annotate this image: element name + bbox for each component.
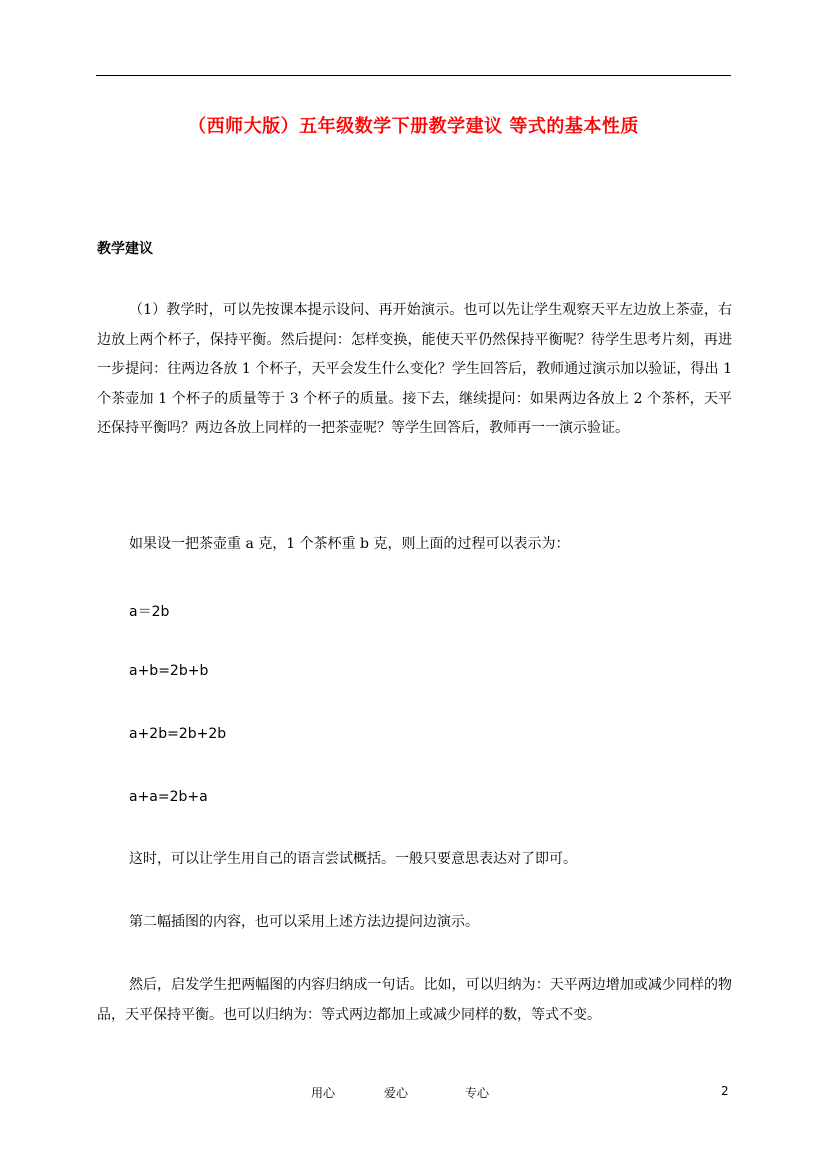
footer-motto-3: 专心: [465, 1086, 490, 1100]
equation-line: a+2b=2b+2b: [129, 726, 227, 742]
paragraph-conclusion: 然后，启发学生把两幅图的内容归纳成一句话。比如，可以归纳为：天平两边增加或减少同样的物品，天平保持平衡。也可以归纳为：等式两边都加上或减少同样的数，等式不变。: [97, 977, 732, 1023]
equation-line: a＝2b: [129, 604, 170, 620]
paragraph-teaching-step-1: （1）教学时，可以先按课本提示设问、再开始演示。也可以先让学生观察天平左边放上茶壶，右边放上两个杯子，保持平衡。然后提问：怎样变换，能使天平仍然保持平衡呢？待学生思考片刻，再进一步提问：往两边各放 1 个杯子，天平会发生什么变化？学生回答后，教师通过演示加以验证，得出 1 个茶壶加 1 个杯子的质量等于 3 个杯子的质量。接下去，继续提问：如果两边各放上 2 个茶杯，天平还保持平衡吗？两边各放上同样的一把茶壶呢？等学生回答后，教师再一一演示验证。: [97, 302, 732, 436]
footer-motto-1: 用心: [311, 1086, 336, 1100]
header-rule: [96, 75, 731, 76]
paragraph-variable-setup: 如果设一把茶壶重 a 克，1 个茶杯重 b 克，则上面的过程可以表示为：: [129, 536, 570, 552]
equation-line: a+b=2b+b: [129, 663, 209, 679]
page-number: 2: [721, 1084, 729, 1098]
document-title: （西师大版）五年级数学下册教学建议 等式的基本性质: [188, 116, 639, 137]
equation-line: a+a=2b+a: [129, 789, 208, 805]
paragraph-second-illustration: 第二幅插图的内容，也可以采用上述方法边提问边演示。: [129, 914, 479, 930]
paragraph-summary-attempt: 这时，可以让学生用自己的语言尝试概括。一般只要意思表达对了即可。: [129, 851, 577, 867]
footer-motto-2: 爱心: [384, 1086, 409, 1100]
section-heading: 教学建议: [97, 241, 153, 257]
